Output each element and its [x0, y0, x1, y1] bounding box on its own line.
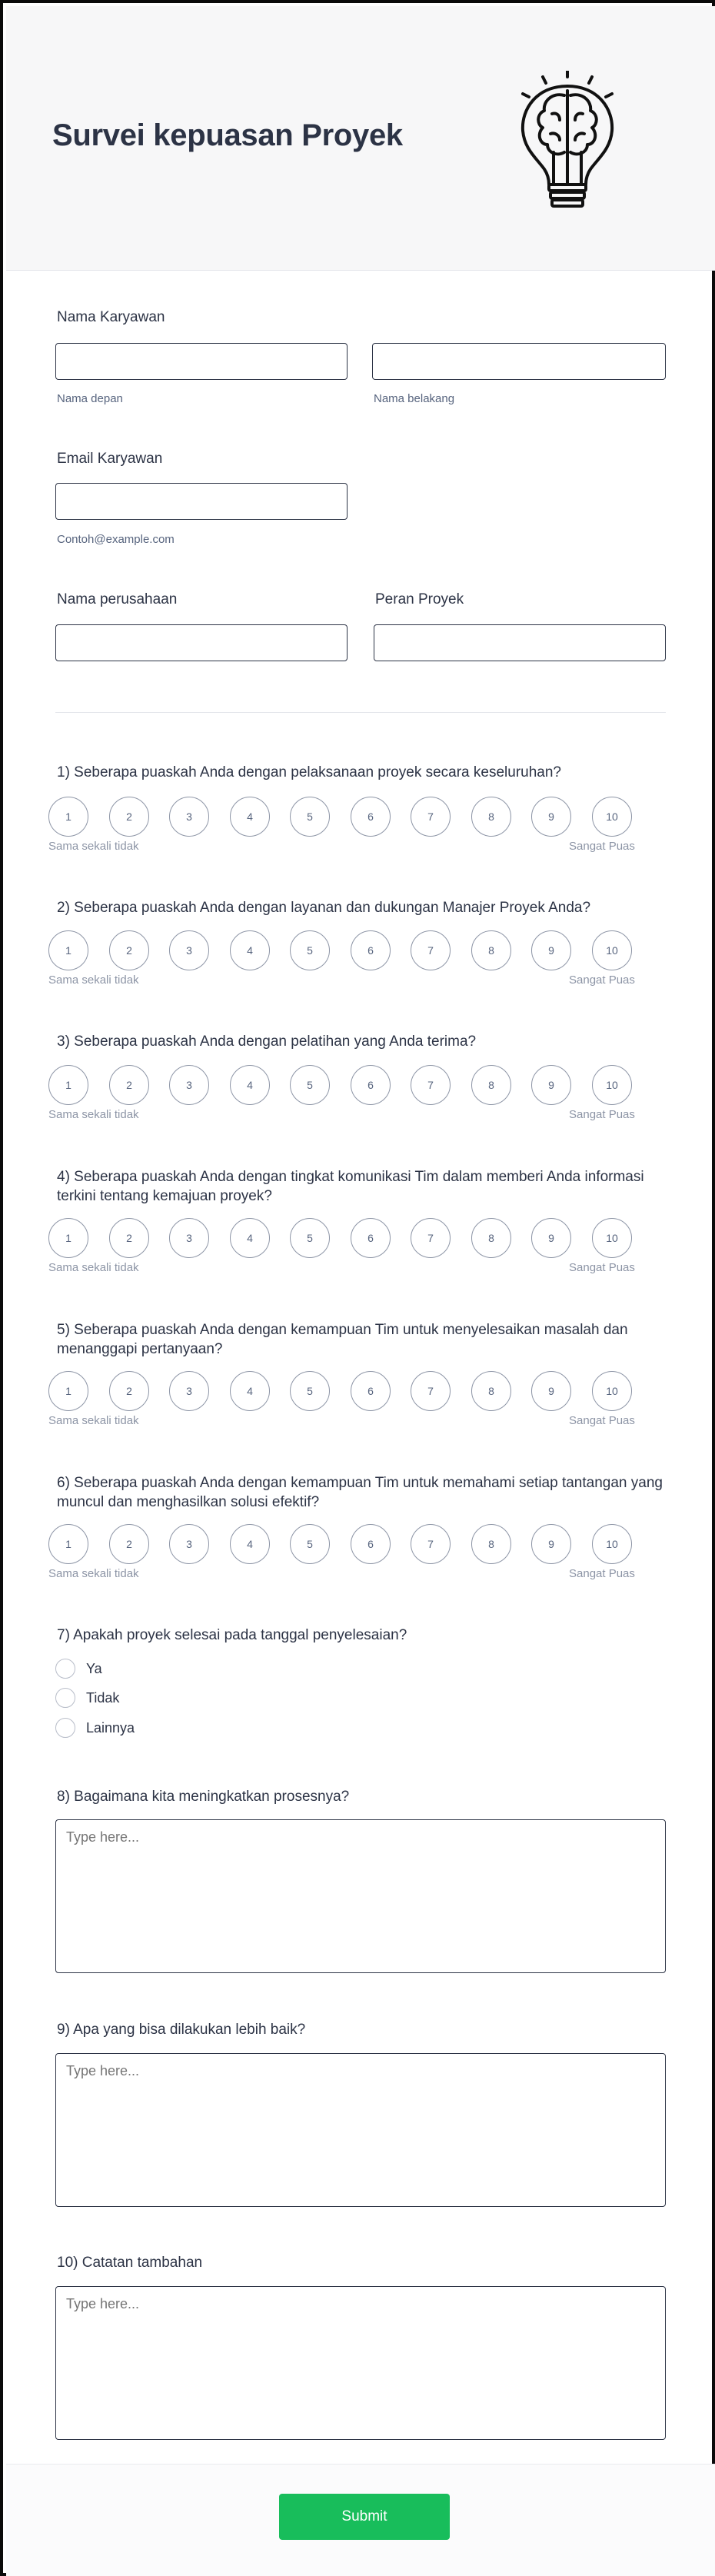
rating-option[interactable]: 9 — [531, 930, 571, 970]
project-role-input[interactable] — [374, 624, 666, 661]
radio-option-label: Ya — [86, 1660, 102, 1676]
rating-option[interactable]: 2 — [109, 1065, 149, 1105]
project-role-label: Peran Proyek — [375, 591, 464, 607]
rating-option[interactable]: 3 — [169, 930, 209, 970]
rating-option[interactable]: 5 — [290, 1218, 330, 1258]
rating-option[interactable]: 10 — [592, 797, 632, 837]
rating-option[interactable]: 7 — [411, 1218, 451, 1258]
rating-option[interactable]: 8 — [471, 797, 511, 837]
additional-notes-textarea[interactable] — [55, 2286, 666, 2440]
scale-high-label: Sangat Puas — [569, 1567, 635, 1580]
radio-option-label: Lainnya — [86, 1719, 135, 1736]
rating-option[interactable]: 10 — [592, 1524, 632, 1564]
rating-option[interactable]: 2 — [109, 1218, 149, 1258]
rating-option[interactable]: 5 — [290, 930, 330, 970]
scale-low-label: Sama sekali tidak — [48, 1261, 139, 1274]
radio-option[interactable] — [55, 1658, 102, 1679]
radio-button[interactable] — [55, 1688, 75, 1708]
form-title: Survei kepuasan Proyek — [52, 118, 403, 152]
rating-option[interactable]: 3 — [169, 1218, 209, 1258]
rating-option[interactable]: 1 — [48, 1218, 88, 1258]
rating-option[interactable]: 10 — [592, 930, 632, 970]
radio-option[interactable] — [55, 1687, 119, 1709]
rating-option[interactable]: 3 — [169, 1524, 209, 1564]
scale-high-label: Sangat Puas — [569, 1261, 635, 1274]
rating-option[interactable]: 1 — [48, 1065, 88, 1105]
radio-option-label: Tidak — [86, 1689, 120, 1706]
question-10-label: 10) Catatan tambahan — [57, 2255, 203, 2271]
scale-low-label: Sama sekali tidak — [48, 1108, 139, 1121]
employee-name-label: Nama Karyawan — [57, 309, 165, 325]
rating-option[interactable]: 5 — [290, 1065, 330, 1105]
question-6-label: 6) Seberapa puaskah Anda dengan kemampuan Tim untuk memahami setiap tantangan yang muncul dan menghasilkan solusi efektif? — [57, 1475, 663, 1510]
rating-scale — [48, 930, 640, 970]
email-input[interactable] — [55, 483, 348, 520]
rating-option[interactable]: 5 — [290, 1524, 330, 1564]
rating-option[interactable]: 9 — [531, 1218, 571, 1258]
question-5-label: 5) Seberapa puaskah Anda dengan kemampuan Tim untuk menyelesaikan masalah dan menanggapi pertanyaan? — [57, 1322, 628, 1357]
lightbulb-brain-icon — [514, 71, 621, 209]
rating-option[interactable]: 8 — [471, 1371, 511, 1411]
rating-option[interactable]: 9 — [531, 797, 571, 837]
rating-option[interactable]: 4 — [230, 797, 270, 837]
last-name-sublabel: Nama belakang — [374, 392, 455, 405]
rating-option[interactable]: 3 — [169, 1371, 209, 1411]
company-label: Nama perusahaan — [57, 591, 178, 607]
question-3-label: 3) Seberapa puaskah Anda dengan pelatihan yang Anda terima? — [57, 1033, 477, 1050]
do-better-textarea[interactable] — [55, 2053, 666, 2207]
rating-option[interactable]: 7 — [411, 930, 451, 970]
rating-option[interactable]: 8 — [471, 930, 511, 970]
scale-high-label: Sangat Puas — [569, 840, 635, 853]
scale-high-label: Sangat Puas — [569, 1108, 635, 1121]
scale-high-label: Sangat Puas — [569, 1414, 635, 1427]
rating-option[interactable]: 1 — [48, 1371, 88, 1411]
rating-scale — [48, 1371, 640, 1411]
rating-option[interactable]: 9 — [531, 1524, 571, 1564]
improve-process-textarea[interactable] — [55, 1819, 666, 1973]
scale-low-label: Sama sekali tidak — [48, 973, 139, 987]
rating-option[interactable]: 9 — [531, 1065, 571, 1105]
rating-option[interactable]: 4 — [230, 1218, 270, 1258]
question-7-label: 7) Apakah proyek selesai pada tanggal penyelesaian? — [57, 1627, 407, 1643]
submit-button[interactable]: Submit — [279, 2494, 450, 2540]
section-divider — [55, 712, 666, 713]
radio-button[interactable] — [55, 1718, 75, 1738]
rating-scale — [48, 797, 640, 837]
first-name-sublabel: Nama depan — [57, 392, 123, 405]
rating-option[interactable]: 6 — [351, 1218, 391, 1258]
rating-option[interactable]: 8 — [471, 1218, 511, 1258]
radio-option[interactable] — [55, 1717, 135, 1739]
scale-low-label: Sama sekali tidak — [48, 840, 139, 853]
rating-option[interactable]: 3 — [169, 797, 209, 837]
last-name-input[interactable] — [372, 343, 666, 380]
question-1-label: 1) Seberapa puaskah Anda dengan pelaksanaan proyek secara keseluruhan? — [57, 764, 561, 780]
rating-option[interactable]: 10 — [592, 1218, 632, 1258]
rating-option[interactable]: 7 — [411, 797, 451, 837]
rating-scale — [48, 1065, 640, 1105]
rating-option[interactable]: 6 — [351, 930, 391, 970]
first-name-input[interactable] — [55, 343, 348, 380]
rating-option[interactable]: 3 — [169, 1065, 209, 1105]
rating-scale — [48, 1218, 640, 1258]
rating-option[interactable]: 8 — [471, 1065, 511, 1105]
rating-option[interactable]: 2 — [109, 930, 149, 970]
rating-option[interactable]: 10 — [592, 1371, 632, 1411]
rating-option[interactable]: 7 — [411, 1524, 451, 1564]
rating-option[interactable]: 5 — [290, 797, 330, 837]
email-sublabel: Contoh@example.com — [57, 533, 175, 546]
company-input[interactable] — [55, 624, 348, 661]
employee-email-label: Email Karyawan — [57, 451, 163, 467]
scale-low-label: Sama sekali tidak — [48, 1567, 139, 1580]
scale-high-label: Sangat Puas — [569, 973, 635, 987]
rating-option[interactable]: 5 — [290, 1371, 330, 1411]
question-4-label: 4) Seberapa puaskah Anda dengan tingkat komunikasi Tim dalam memberi Anda informasi terkini tentang kemajuan proyek? — [57, 1169, 644, 1204]
rating-option[interactable]: 2 — [109, 1524, 149, 1564]
rating-option[interactable]: 1 — [48, 797, 88, 837]
radio-button[interactable] — [55, 1659, 75, 1679]
rating-scale — [48, 1524, 640, 1564]
rating-option[interactable]: 4 — [230, 1371, 270, 1411]
rating-option[interactable]: 10 — [592, 1065, 632, 1105]
rating-option[interactable]: 7 — [411, 1065, 451, 1105]
rating-option[interactable]: 4 — [230, 930, 270, 970]
rating-option[interactable]: 7 — [411, 1371, 451, 1411]
rating-option[interactable]: 4 — [230, 1524, 270, 1564]
rating-option[interactable]: 6 — [351, 1371, 391, 1411]
rating-option[interactable]: 6 — [351, 797, 391, 837]
rating-option[interactable]: 2 — [109, 1371, 149, 1411]
rating-option[interactable]: 6 — [351, 1065, 391, 1105]
question-2-label: 2) Seberapa puaskah Anda dengan layanan dan dukungan Manajer Proyek Anda? — [57, 900, 591, 916]
rating-option[interactable]: 1 — [48, 930, 88, 970]
rating-option[interactable]: 9 — [531, 1371, 571, 1411]
rating-option[interactable]: 2 — [109, 797, 149, 837]
rating-option[interactable]: 1 — [48, 1524, 88, 1564]
question-8-label: 8) Bagaimana kita meningkatkan prosesnya? — [57, 1789, 350, 1805]
rating-option[interactable]: 4 — [230, 1065, 270, 1105]
rating-option[interactable]: 6 — [351, 1524, 391, 1564]
question-9-label: 9) Apa yang bisa dilakukan lebih baik? — [57, 2022, 306, 2038]
rating-option[interactable]: 8 — [471, 1524, 511, 1564]
scale-low-label: Sama sekali tidak — [48, 1414, 139, 1427]
